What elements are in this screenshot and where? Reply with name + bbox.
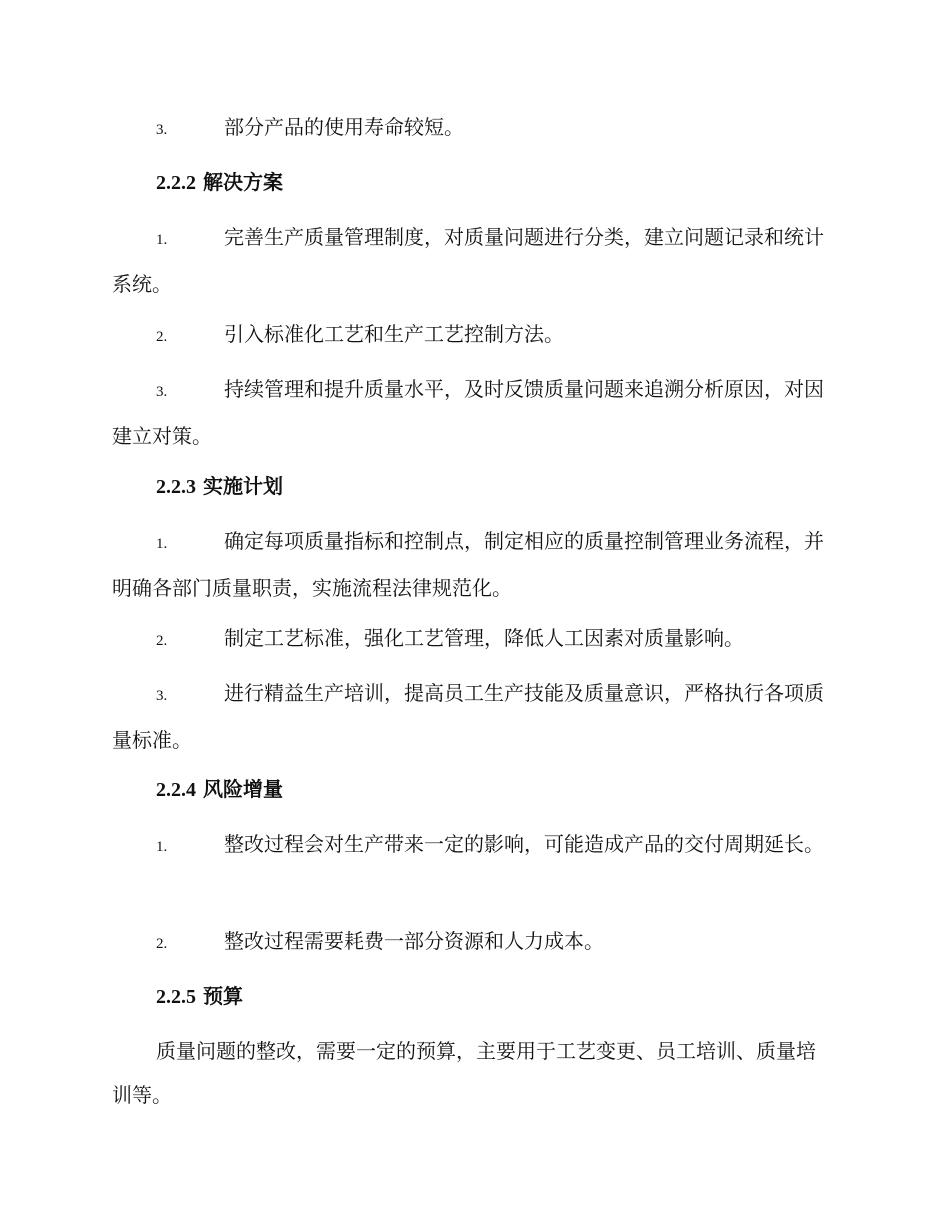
section-heading-2-2-5 <box>156 974 243 1019</box>
list-item <box>112 367 832 458</box>
heading-text: 实施计划 <box>202 474 283 498</box>
list-text: 完善生产质量管理制度，对质量问题进行分类，建立问题记录和统计系统。 <box>112 225 824 296</box>
list-text: 制定工艺标准，强化工艺管理，降低人工因素对质量影响。 <box>224 626 744 650</box>
heading-number: 2.2.5 <box>156 986 196 1008</box>
list-number: 1. <box>156 839 168 855</box>
heading-number: 2.2.2 <box>156 172 196 194</box>
budget-paragraph: 质量问题的整改，需要一定的预算，主要用于工艺变更、员工培训、质量培训等。 <box>112 1039 816 1107</box>
list-text: 引入标准化工艺和生产工艺控制方法。 <box>224 322 564 346</box>
list-item <box>112 822 832 869</box>
heading-number: 2.2.4 <box>156 779 196 801</box>
list-item <box>112 519 832 610</box>
section-heading-2-2-4 <box>156 767 283 812</box>
list-text: 持续管理和提升质量水平，及时反馈质量问题来追溯分析原因，对因建立对策。 <box>112 377 824 448</box>
list-number: 1. <box>156 536 168 552</box>
heading-number: 2.2.3 <box>156 476 196 498</box>
list-number: 3. <box>156 688 168 704</box>
list-number: 2. <box>156 633 168 649</box>
list-text: 整改过程会对生产带来一定的影响，可能造成产品的交付周期延长。 <box>224 832 824 856</box>
list-number: 2. <box>156 329 168 345</box>
section-heading-2-2-2 <box>156 160 283 205</box>
heading-text: 预算 <box>202 984 243 1008</box>
heading-text: 解决方案 <box>202 170 283 194</box>
list-text: 整改过程需要耗费一部分资源和人力成本。 <box>224 929 604 953</box>
list-text: 进行精益生产培训，提高员工生产技能及质量意识，严格执行各项质量标准。 <box>112 681 824 752</box>
list-text: 确定每项质量指标和控制点，制定相应的质量控制管理业务流程，并明确各部门质量职责，实施流程法律规范化。 <box>112 529 824 600</box>
list-item <box>112 671 832 762</box>
list-item <box>112 105 832 152</box>
list-number: 3. <box>156 384 168 400</box>
list-number: 3. <box>156 122 168 138</box>
list-text: 部分产品的使用寿命较短。 <box>224 115 464 139</box>
list-number: 2. <box>156 936 168 952</box>
list-item <box>112 616 832 663</box>
list-number: 1. <box>156 232 168 248</box>
heading-text: 风险增量 <box>202 777 283 801</box>
section-heading-2-2-3 <box>156 464 283 509</box>
list-item <box>112 919 832 966</box>
list-item <box>112 215 832 306</box>
list-item <box>112 312 832 359</box>
